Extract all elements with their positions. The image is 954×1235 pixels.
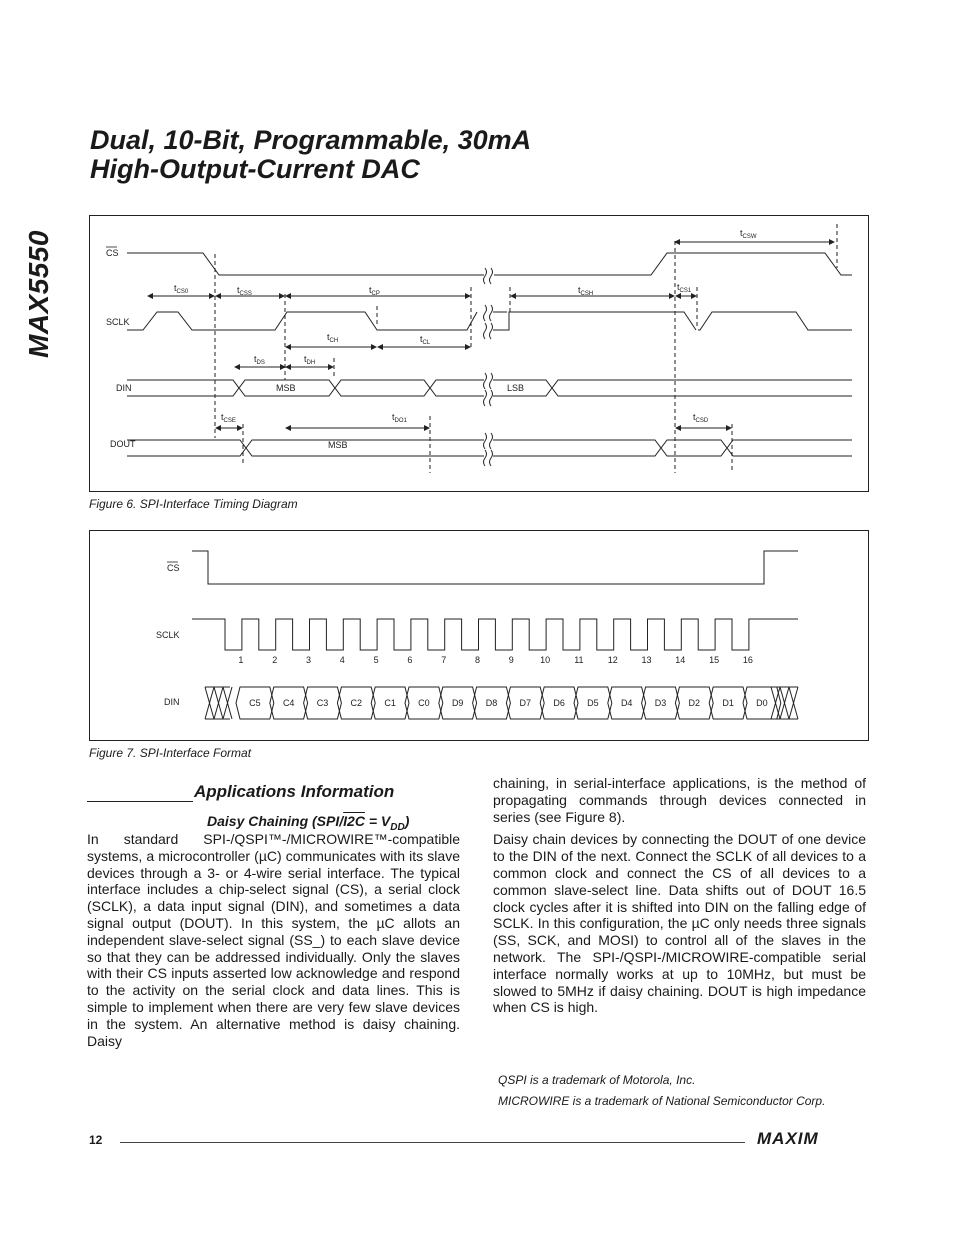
timing-arrows	[148, 242, 834, 428]
t-cs1: $t_{CS1}$	[677, 282, 692, 294]
din-bit-label: D7	[519, 698, 532, 708]
fig7-din-bits	[236, 687, 781, 719]
dout-msb-label: MSB	[328, 440, 348, 450]
sclk-label: SCLK	[106, 317, 130, 327]
figure-7-format-diagram	[89, 530, 869, 741]
clock-number: 6	[407, 655, 413, 665]
din-bit-label: C0	[418, 698, 430, 708]
din-bit-label: D5	[587, 698, 599, 708]
trademark-qspi: QSPI is a trademark of Motorola, Inc.	[498, 1073, 696, 1087]
clock-number: 3	[305, 655, 312, 665]
title-line-1: Dual, 10-Bit, Programmable, 30mA	[90, 125, 532, 155]
clock-number: 8	[474, 655, 481, 665]
section-rule	[87, 801, 193, 802]
figure-6-timing-diagram	[89, 215, 869, 492]
t-css: $t_{CSS}$	[237, 285, 252, 297]
fig7-din-right-hatch	[768, 687, 798, 719]
din-bit-label: D4	[620, 698, 633, 708]
fig7-din-left-hatch	[205, 687, 232, 719]
maxim-logo: MAXIM	[757, 1129, 819, 1148]
t-do1: $t_{DO1}$	[392, 412, 407, 424]
fig7-sclk-waveform	[192, 619, 798, 650]
din-bit-label: C2	[350, 698, 363, 708]
clock-number: 10	[540, 655, 551, 665]
t-csh: $t_{CSH}$	[578, 285, 594, 297]
clock-number: 1	[238, 655, 244, 665]
din-lsb-label: LSB	[507, 383, 525, 393]
footer-rule	[120, 1142, 745, 1143]
clock-number: 12	[607, 655, 618, 665]
din-bit-label: C3	[316, 698, 329, 708]
left-column	[87, 831, 460, 1049]
fig7-sclk-label: SCLK	[156, 630, 180, 640]
clock-number: 4	[339, 655, 345, 665]
clock-number: 11	[574, 655, 584, 665]
timing-diagram-svg	[90, 216, 868, 491]
din-waveform	[127, 380, 852, 396]
side-part-number: MAX5550	[23, 229, 54, 359]
t-csd: $t_{CSD}$	[693, 412, 709, 424]
t-cp: $t_{CP}$	[369, 285, 380, 297]
cs-waveform	[127, 253, 852, 275]
section-title: Applications Information	[194, 782, 395, 801]
page-number: 12	[89, 1133, 103, 1147]
din-bit-label: C1	[384, 698, 396, 708]
t-ch: $t_{CH}$	[327, 332, 339, 344]
format-diagram-svg	[90, 531, 868, 740]
cs-label: CS	[106, 248, 119, 258]
dout-label: DOUT	[110, 439, 136, 449]
dout-waveform	[127, 440, 852, 456]
right-paragraph-1: chaining, in serial-interface applications, is the method of propagating commands through devices connected in series (see Figure 8).	[493, 775, 866, 825]
din-bit-label: D0	[756, 698, 768, 708]
clock-number: 2	[272, 655, 278, 665]
clock-number: 15	[709, 655, 720, 665]
clock-number: 5	[373, 655, 379, 665]
right-column	[493, 775, 866, 1016]
subsection-title: Daisy Chaining $(SPI/I2C = V_{DD})$	[207, 813, 410, 833]
din-label: DIN	[116, 383, 132, 393]
figure-7-caption: Figure 7. SPI-Interface Format	[89, 746, 252, 760]
figure-6-caption: Figure 6. SPI-Interface Timing Diagram	[89, 497, 298, 511]
clock-number: 14	[675, 655, 686, 665]
clock-number: 13	[641, 655, 652, 665]
t-dh: $t_{DH}$	[304, 354, 316, 366]
right-paragraph-2: Daisy chain devices by connecting the DOUT of one device to the DIN of the next. Connect the SCLK of all devices to a common clock and connect the CS of all devices to a common slave-select line. Data shifts out of DOUT 16.5 clock cycles after it is shifted into DIN on the falling edge of SCLK. In this configuration, the µC only needs three signals (SS, SCK, and MOSI) to control all of the slaves in the network. The SPI-/QSPI-/MICROWIRE-compatible serial interface normally works at up to 10MHz, but must be slowed to 5MHz if daisy chaining. DOUT is high impedance when CS is high.	[493, 831, 866, 1016]
din-bit-label: D9	[451, 698, 464, 708]
din-bit-label: C4	[282, 698, 295, 708]
din-msb-label: MSB	[276, 383, 296, 393]
t-csw: $t_{CSW}$	[740, 228, 757, 240]
clock-number: 16	[742, 655, 753, 665]
t-cso: $t_{CS0}$	[174, 283, 189, 295]
fig7-cs-label: CS	[167, 563, 180, 573]
fig7-din-label: DIN	[164, 697, 180, 707]
t-cse: $t_{CSE}$	[221, 412, 236, 424]
t-cl: $t_{CL}$	[420, 334, 431, 346]
clock-number: 7	[441, 655, 447, 665]
din-bit-label: D8	[485, 698, 498, 708]
din-bit-label: D3	[654, 698, 667, 708]
left-paragraph: In standard SPI-/QSPI™-/MICROWIRE™-compatible systems, a microcontroller (µC) communicates with its slave devices through a 3- or 4-wire serial interface. The typical interface includes a chip-select signal (CS), a serial clock (SCLK), a data input signal (DIN), and sometimes a data signal output (DOUT). In this system, the µC allots an independent slave-select signal (SS_) to each slave device so that they can be addressed individually. Only the slaves with their CS inputs asserted low acknowledge and respond to the activity on the serial clock and data lines. This is simple to implement when there are very few slave devices in the system. An alternative method is daisy chaining. Daisy	[87, 831, 460, 1049]
title-line-2: High-Output-Current DAC	[90, 154, 420, 184]
trademark-microwire: MICROWIRE is a trademark of National Semiconductor Corp.	[498, 1094, 826, 1108]
din-bit-label: D2	[688, 698, 701, 708]
din-bit-label: D1	[722, 698, 734, 708]
clock-number: 9	[508, 655, 514, 665]
page-title	[90, 126, 790, 184]
fig7-cs-waveform	[192, 551, 798, 584]
din-bit-label: D6	[553, 698, 565, 708]
din-bit-label: C5	[249, 698, 261, 708]
fig7-clock-numbers	[238, 655, 753, 665]
break-symbols	[484, 268, 493, 466]
t-ds: $t_{DS}$	[254, 354, 265, 366]
reference-lines	[215, 224, 837, 473]
